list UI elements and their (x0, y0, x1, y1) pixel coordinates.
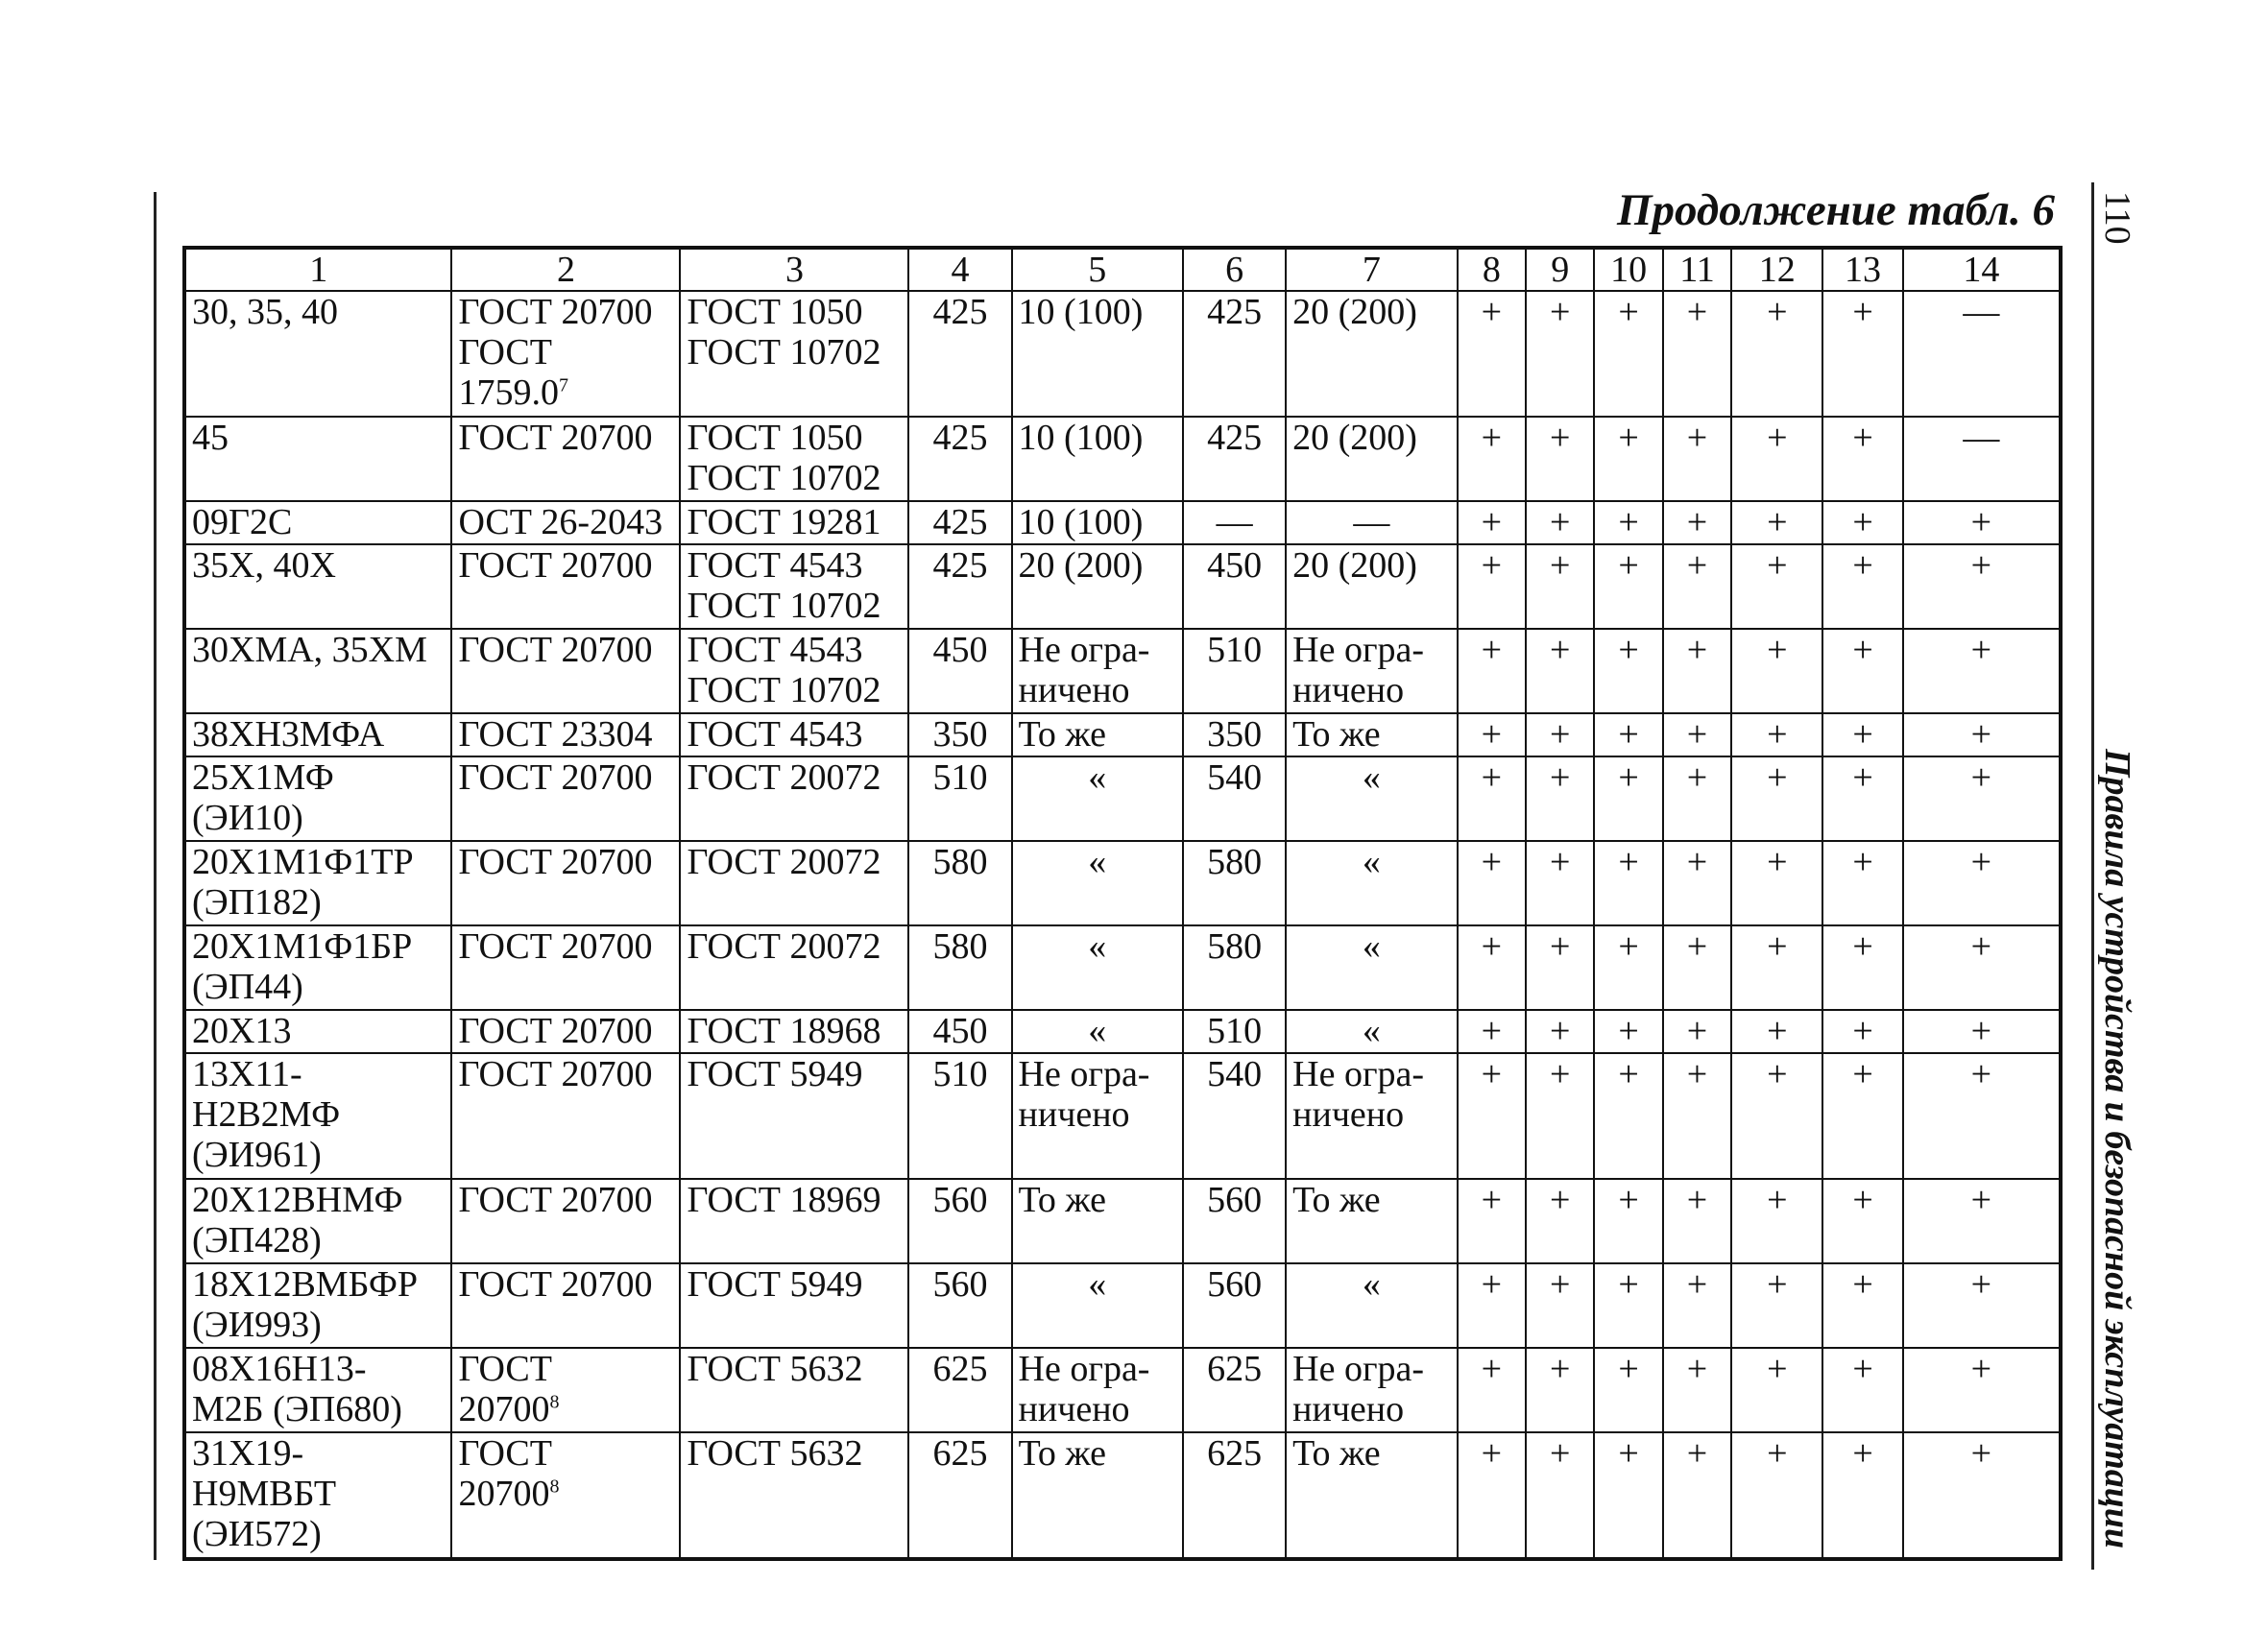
mark-cell-9: + (1526, 713, 1594, 756)
mark-cell-10: + (1594, 417, 1662, 501)
mark-cell-9: + (1526, 544, 1594, 629)
mark-cell-13: + (1822, 501, 1902, 544)
mark-cell-8: + (1458, 1348, 1526, 1432)
pressure-cell: То же (1012, 1432, 1184, 1559)
pressure-cell: То же (1012, 713, 1184, 756)
materials-table (182, 246, 2063, 1561)
mark-cell-12: + (1731, 1348, 1822, 1432)
mark-cell-11: + (1663, 925, 1731, 1010)
mark-cell-8: + (1458, 629, 1526, 713)
mark-cell-13: + (1822, 1263, 1902, 1348)
temperature-cell: 425 (908, 291, 1011, 417)
left-margin-rule (154, 192, 157, 1560)
steel-grade-cell: 38ХН3МФА (184, 713, 451, 756)
mark-cell-13: + (1822, 841, 1902, 925)
mark-cell-11: + (1663, 501, 1731, 544)
mark-cell-12: + (1731, 501, 1822, 544)
mark-cell-12: + (1731, 1432, 1822, 1559)
table-row (184, 417, 2061, 501)
table-row (184, 713, 2061, 756)
mark-cell-10: + (1594, 1432, 1662, 1559)
temperature-cell: 425 (1183, 291, 1286, 417)
mark-cell-12: + (1731, 713, 1822, 756)
column-header-13: 13 (1822, 248, 1902, 291)
temperature-cell: 625 (908, 1432, 1011, 1559)
temperature-cell: 450 (908, 1010, 1011, 1053)
column-header-8: 8 (1458, 248, 1526, 291)
table-row (184, 291, 2061, 417)
mark-cell-9: + (1526, 756, 1594, 841)
mark-cell-12: + (1731, 544, 1822, 629)
standard-cell: ГОСТ 1050 ГОСТ 10702 (680, 417, 908, 501)
mark-cell-10: + (1594, 1348, 1662, 1432)
mark-cell-14: + (1903, 629, 2061, 713)
table-row (184, 1263, 2061, 1348)
pressure-cell: 10 (100) (1012, 501, 1184, 544)
standard-cell: ГОСТ 20700 (451, 1053, 680, 1179)
mark-cell-11: + (1663, 1263, 1731, 1348)
mark-cell-8: + (1458, 544, 1526, 629)
mark-cell-13: + (1822, 1053, 1902, 1179)
table-row (184, 756, 2061, 841)
temperature-cell: 450 (1183, 544, 1286, 629)
temperature-cell: 580 (908, 841, 1011, 925)
steel-grade-cell: 20Х1М1Ф1БР (ЭП44) (184, 925, 451, 1010)
temperature-cell: 560 (1183, 1263, 1286, 1348)
temperature-cell: 350 (908, 713, 1011, 756)
standard-cell: ГОСТ 5949 (680, 1263, 908, 1348)
column-header-4: 4 (908, 248, 1011, 291)
footnote-mark: 7 (558, 374, 568, 396)
pressure-cell: « (1286, 841, 1458, 925)
pressure-cell: « (1012, 925, 1184, 1010)
mark-cell-13: + (1822, 925, 1902, 1010)
mark-cell-9: + (1526, 629, 1594, 713)
mark-cell-14: + (1903, 1432, 2061, 1559)
mark-cell-10: + (1594, 713, 1662, 756)
mark-cell-11: + (1663, 1432, 1731, 1559)
mark-cell-13: + (1822, 544, 1902, 629)
temperature-cell: 580 (908, 925, 1011, 1010)
mark-cell-8: + (1458, 1179, 1526, 1263)
standard-cell: ГОСТ 20700 ГОСТ 1759.0$^7$ (451, 291, 680, 417)
column-numbers-row (184, 248, 2061, 291)
column-header-11: 11 (1663, 248, 1731, 291)
mark-cell-13: + (1822, 629, 1902, 713)
mark-cell-8: + (1458, 1432, 1526, 1559)
mark-cell-14: + (1903, 1010, 2061, 1053)
mark-cell-14: + (1903, 841, 2061, 925)
table-row (184, 1179, 2061, 1263)
table-row (184, 841, 2061, 925)
temperature-cell: 625 (1183, 1348, 1286, 1432)
standard-cell: ОСТ 26-2043 (451, 501, 680, 544)
mark-cell-8: + (1458, 501, 1526, 544)
mark-cell-9: + (1526, 1010, 1594, 1053)
standard-cell: ГОСТ 20700 (451, 417, 680, 501)
mark-cell-10: + (1594, 841, 1662, 925)
mark-cell-12: + (1731, 756, 1822, 841)
standard-cell: ГОСТ 20700$^8$ (451, 1348, 680, 1432)
mark-cell-11: + (1663, 1010, 1731, 1053)
mark-cell-8: + (1458, 1053, 1526, 1179)
temperature-cell: 540 (1183, 1053, 1286, 1179)
standard-cell: ГОСТ 20700 (451, 841, 680, 925)
mark-cell-9: + (1526, 1179, 1594, 1263)
column-header-1: 1 (184, 248, 451, 291)
temperature-cell: 425 (908, 544, 1011, 629)
standard-cell: ГОСТ 20700$^8$ (451, 1432, 680, 1559)
mark-cell-11: + (1663, 1053, 1731, 1179)
mark-cell-8: + (1458, 841, 1526, 925)
mark-cell-10: + (1594, 756, 1662, 841)
column-header-14: 14 (1903, 248, 2061, 291)
column-header-10: 10 (1594, 248, 1662, 291)
mark-cell-8: + (1458, 291, 1526, 417)
table-header (184, 248, 2061, 291)
mark-cell-10: + (1594, 501, 1662, 544)
mark-cell-12: + (1731, 417, 1822, 501)
mark-cell-9: + (1526, 1348, 1594, 1432)
temperature-cell: 540 (1183, 756, 1286, 841)
mark-cell-8: + (1458, 713, 1526, 756)
temperature-cell: 425 (1183, 417, 1286, 501)
standard-cell: ГОСТ 20700 (451, 1010, 680, 1053)
column-header-12: 12 (1731, 248, 1822, 291)
mark-cell-11: + (1663, 841, 1731, 925)
mark-cell-9: + (1526, 841, 1594, 925)
pressure-cell: — (1286, 501, 1458, 544)
temperature-cell: 450 (908, 629, 1011, 713)
pressure-cell: То же (1286, 1432, 1458, 1559)
pressure-cell: « (1012, 1010, 1184, 1053)
standard-cell: ГОСТ 18968 (680, 1010, 908, 1053)
mark-cell-8: + (1458, 1010, 1526, 1053)
mark-cell-8: + (1458, 756, 1526, 841)
standard-cell: ГОСТ 20072 (680, 841, 908, 925)
column-header-6: 6 (1183, 248, 1286, 291)
pressure-cell: Не огра- ничено (1012, 629, 1184, 713)
steel-grade-cell: 30ХМА, 35ХМ (184, 629, 451, 713)
mark-cell-11: + (1663, 544, 1731, 629)
table-row (184, 544, 2061, 629)
column-header-7: 7 (1286, 248, 1458, 291)
pressure-cell: Не огра- ничено (1286, 629, 1458, 713)
mark-cell-11: + (1663, 1179, 1731, 1263)
steel-grade-cell: 13Х11- Н2В2МФ (ЭИ961) (184, 1053, 451, 1179)
mark-cell-13: + (1822, 713, 1902, 756)
mark-cell-10: + (1594, 544, 1662, 629)
standard-cell: ГОСТ 4543 ГОСТ 10702 (680, 544, 908, 629)
mark-cell-11: + (1663, 291, 1731, 417)
column-header-2: 2 (451, 248, 680, 291)
pressure-cell: « (1286, 925, 1458, 1010)
mark-cell-9: + (1526, 1053, 1594, 1179)
table-row (184, 1010, 2061, 1053)
table-row (184, 925, 2061, 1010)
steel-grade-cell: 09Г2С (184, 501, 451, 544)
mark-cell-14: + (1903, 1263, 2061, 1348)
standard-cell: ГОСТ 5632 (680, 1348, 908, 1432)
temperature-cell: 560 (908, 1179, 1011, 1263)
steel-grade-cell: 25Х1МФ (ЭИ10) (184, 756, 451, 841)
steel-grade-cell: 35Х, 40Х (184, 544, 451, 629)
pressure-cell: 20 (200) (1012, 544, 1184, 629)
steel-grade-cell: 31Х19- Н9МВБТ (ЭИ572) (184, 1432, 451, 1559)
standard-cell: ГОСТ 19281 (680, 501, 908, 544)
pressure-cell: « (1012, 1263, 1184, 1348)
mark-cell-13: + (1822, 1179, 1902, 1263)
mark-cell-9: + (1526, 925, 1594, 1010)
mark-cell-10: + (1594, 291, 1662, 417)
pressure-cell: « (1012, 756, 1184, 841)
mark-cell-8: + (1458, 417, 1526, 501)
standard-cell: ГОСТ 4543 ГОСТ 10702 (680, 629, 908, 713)
steel-grade-cell: 08Х16Н13- М2Б (ЭП680) (184, 1348, 451, 1432)
table-row (184, 1053, 2061, 1179)
pressure-cell: « (1012, 841, 1184, 925)
mark-cell-14: — (1903, 291, 2061, 417)
page-number: 110 (2097, 191, 2137, 245)
standard-cell: ГОСТ 5632 (680, 1432, 908, 1559)
mark-cell-11: + (1663, 713, 1731, 756)
standard-cell: ГОСТ 20700 (451, 1179, 680, 1263)
table-body (184, 291, 2061, 1559)
mark-cell-13: + (1822, 1010, 1902, 1053)
mark-cell-10: + (1594, 1179, 1662, 1263)
mark-cell-12: + (1731, 291, 1822, 417)
mark-cell-12: + (1731, 629, 1822, 713)
temperature-cell: 510 (1183, 1010, 1286, 1053)
pressure-cell: « (1286, 1010, 1458, 1053)
pressure-cell: Не огра- ничено (1012, 1053, 1184, 1179)
pressure-cell: Не огра- ничено (1286, 1348, 1458, 1432)
mark-cell-14: + (1903, 544, 2061, 629)
standard-cell: ГОСТ 5949 (680, 1053, 908, 1179)
mark-cell-8: + (1458, 925, 1526, 1010)
mark-cell-14: + (1903, 1348, 2061, 1432)
table-row (184, 629, 2061, 713)
mark-cell-13: + (1822, 291, 1902, 417)
column-header-9: 9 (1526, 248, 1594, 291)
mark-cell-9: + (1526, 417, 1594, 501)
table-caption: Продолжение табл. 6 (1616, 185, 2055, 235)
mark-cell-12: + (1731, 841, 1822, 925)
pressure-cell: « (1286, 1263, 1458, 1348)
temperature-cell: 510 (908, 1053, 1011, 1179)
mark-cell-10: + (1594, 925, 1662, 1010)
mark-cell-12: + (1731, 1053, 1822, 1179)
column-header-3: 3 (680, 248, 908, 291)
pressure-cell: 20 (200) (1286, 544, 1458, 629)
mark-cell-12: + (1731, 1179, 1822, 1263)
footnote-mark: 8 (549, 1391, 560, 1413)
mark-cell-9: + (1526, 1432, 1594, 1559)
temperature-cell: 560 (1183, 1179, 1286, 1263)
steel-grade-cell: 20Х12ВНМФ (ЭП428) (184, 1179, 451, 1263)
side-margin-rule (2091, 182, 2094, 1570)
pressure-cell: 10 (100) (1012, 417, 1184, 501)
running-title: Правила устройства и безопасной эксплуатации (2097, 749, 2137, 1549)
temperature-cell: 580 (1183, 925, 1286, 1010)
temperature-cell: 510 (1183, 629, 1286, 713)
table-row (184, 501, 2061, 544)
standard-cell: ГОСТ 1050 ГОСТ 10702 (680, 291, 908, 417)
standard-cell: ГОСТ 20700 (451, 629, 680, 713)
pressure-cell: Не огра- ничено (1012, 1348, 1184, 1432)
mark-cell-9: + (1526, 291, 1594, 417)
pressure-cell: 20 (200) (1286, 291, 1458, 417)
temperature-cell: 580 (1183, 841, 1286, 925)
table-row (184, 1348, 2061, 1432)
column-header-5: 5 (1012, 248, 1184, 291)
temperature-cell: 510 (908, 756, 1011, 841)
pressure-cell: То же (1286, 713, 1458, 756)
standard-cell: ГОСТ 20700 (451, 544, 680, 629)
mark-cell-11: + (1663, 756, 1731, 841)
mark-cell-14: — (1903, 417, 2061, 501)
mark-cell-13: + (1822, 1348, 1902, 1432)
standard-cell: ГОСТ 20700 (451, 925, 680, 1010)
mark-cell-10: + (1594, 1010, 1662, 1053)
pressure-cell: То же (1012, 1179, 1184, 1263)
steel-grade-cell: 18Х12ВМБФР (ЭИ993) (184, 1263, 451, 1348)
standard-cell: ГОСТ 18969 (680, 1179, 908, 1263)
mark-cell-9: + (1526, 501, 1594, 544)
mark-cell-12: + (1731, 1010, 1822, 1053)
pressure-cell: 20 (200) (1286, 417, 1458, 501)
mark-cell-14: + (1903, 1179, 2061, 1263)
mark-cell-11: + (1663, 417, 1731, 501)
steel-grade-cell: 20Х13 (184, 1010, 451, 1053)
footnote-mark: 8 (549, 1476, 560, 1498)
mark-cell-13: + (1822, 1432, 1902, 1559)
temperature-cell: 625 (908, 1348, 1011, 1432)
steel-grade-cell: 45 (184, 417, 451, 501)
standard-cell: ГОСТ 20700 (451, 1263, 680, 1348)
mark-cell-14: + (1903, 713, 2061, 756)
mark-cell-9: + (1526, 1263, 1594, 1348)
mark-cell-14: + (1903, 756, 2061, 841)
standard-cell: ГОСТ 4543 (680, 713, 908, 756)
pressure-cell: 10 (100) (1012, 291, 1184, 417)
standard-cell: ГОСТ 20072 (680, 925, 908, 1010)
pressure-cell: « (1286, 756, 1458, 841)
mark-cell-14: + (1903, 501, 2061, 544)
temperature-cell: 425 (908, 501, 1011, 544)
mark-cell-8: + (1458, 1263, 1526, 1348)
table-row (184, 1432, 2061, 1559)
temperature-cell: — (1183, 501, 1286, 544)
steel-grade-cell: 30, 35, 40 (184, 291, 451, 417)
mark-cell-12: + (1731, 1263, 1822, 1348)
temperature-cell: 425 (908, 417, 1011, 501)
temperature-cell: 625 (1183, 1432, 1286, 1559)
steel-grade-cell: 20Х1М1Ф1ТР (ЭП182) (184, 841, 451, 925)
mark-cell-14: + (1903, 1053, 2061, 1179)
temperature-cell: 560 (908, 1263, 1011, 1348)
pressure-cell: Не огра- ничено (1286, 1053, 1458, 1179)
mark-cell-13: + (1822, 756, 1902, 841)
standard-cell: ГОСТ 23304 (451, 713, 680, 756)
mark-cell-11: + (1663, 1348, 1731, 1432)
mark-cell-10: + (1594, 629, 1662, 713)
pressure-cell: То же (1286, 1179, 1458, 1263)
mark-cell-10: + (1594, 1263, 1662, 1348)
standard-cell: ГОСТ 20700 (451, 756, 680, 841)
mark-cell-13: + (1822, 417, 1902, 501)
standard-cell: ГОСТ 20072 (680, 756, 908, 841)
mark-cell-14: + (1903, 925, 2061, 1010)
mark-cell-12: + (1731, 925, 1822, 1010)
mark-cell-11: + (1663, 629, 1731, 713)
mark-cell-10: + (1594, 1053, 1662, 1179)
temperature-cell: 350 (1183, 713, 1286, 756)
